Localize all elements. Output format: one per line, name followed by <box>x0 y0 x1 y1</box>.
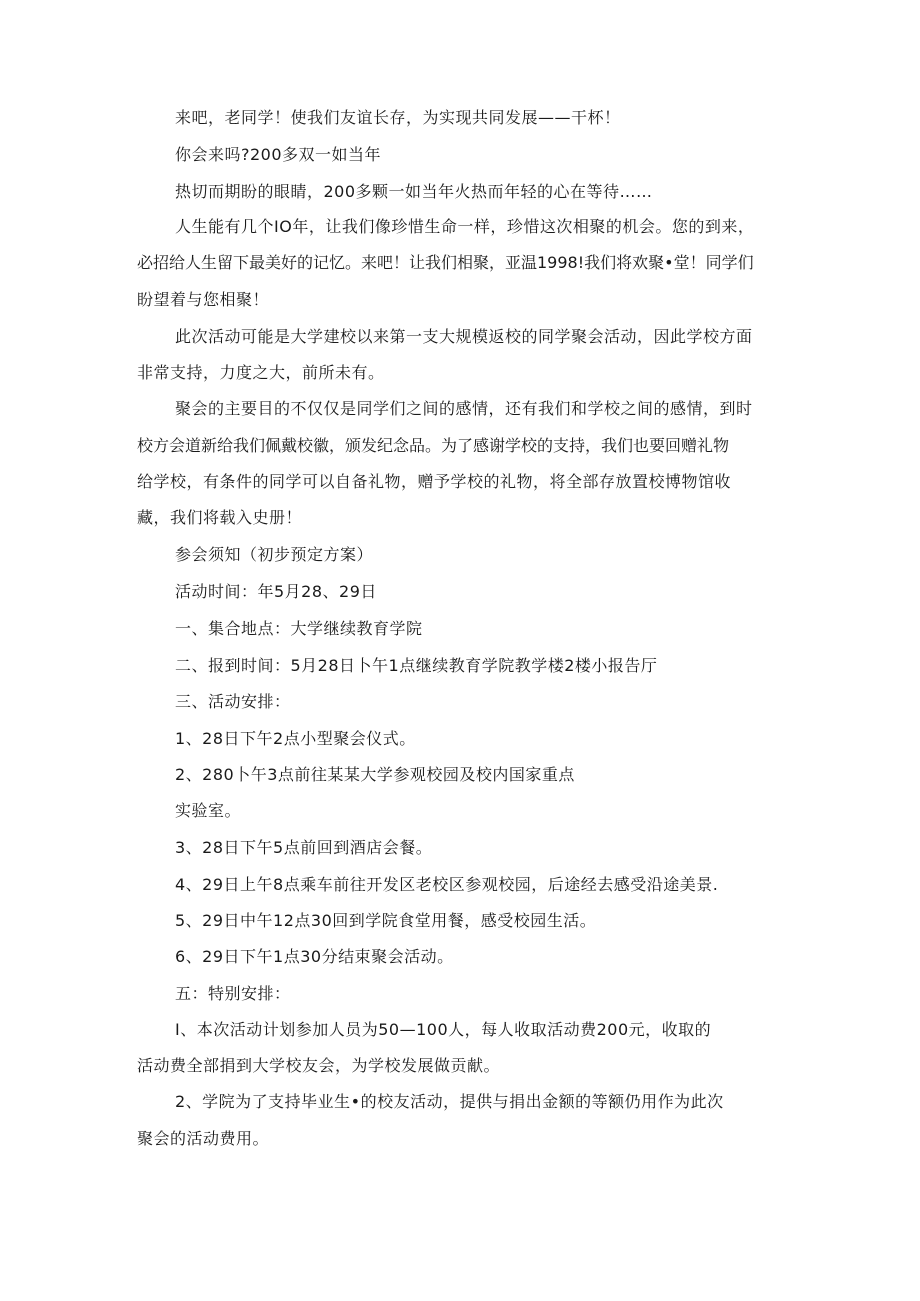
text-line-13: 参会须知（初步预定方案） <box>175 545 374 564</box>
text-line-5: 必招给人生留下最美好的记忆。来吧！让我们相聚，亚温1998!我们将欢聚•堂！同学们 <box>137 253 754 272</box>
text-line-9: 聚会的主要目的不仅仅是同学们之间的感情，还有我们和学校之间的感情，到时 <box>175 399 753 418</box>
text-line-16: 二、报到时间：5月28日卜午1点继续教育学院教学楼2楼小报告厅 <box>175 656 658 675</box>
text-line-28: 2、学院为了支持毕业生•的校友活动，提供与捐出金额的等额仍用作为此次 <box>175 1092 724 1111</box>
text-line-2: 你会来吗?200多双一如当年 <box>175 145 382 164</box>
text-line-27: 活动费全部捐到大学校友会，为学校发展做贡献。 <box>137 1056 501 1075</box>
text-line-11: 给学校，有条件的同学可以自备礼物，赠予学校的礼物，将全部存放置校博物馆收 <box>137 472 732 491</box>
text-line-22: 4、29日上午8点乘车前往开发区老校区参观校园，后途经去感受沿途美景. <box>175 875 719 894</box>
text-line-7: 此次活动可能是大学建校以来第一支大规模返校的同学聚会活动，因此学校方面 <box>175 327 753 346</box>
text-line-25: 五：特别安排： <box>175 984 291 1003</box>
text-line-4: 人生能有几个IO年，让我们像珍惜生命一样，珍惜这次相聚的机会。您的到来， <box>175 217 755 236</box>
text-line-8: 非常支持，力度之大，前所未有。 <box>137 363 385 382</box>
text-line-17: 三、活动安排： <box>175 692 291 711</box>
text-line-26: I、本次活动计划参加人员为50—100人，每人收取活动费200元，收取的 <box>175 1020 712 1039</box>
text-line-14: 活动时间：年5月28、29日 <box>175 582 377 601</box>
text-line-3: 热切而期盼的眼睛，200多颗一如当年火热而年轻的心在等待…… <box>175 182 653 201</box>
text-line-20: 实验室。 <box>175 801 242 820</box>
text-line-18: 1、28日下午2点小型聚会仪式。 <box>175 729 416 748</box>
text-line-1: 来吧，老同学！使我们友谊长存，为实现共同发展——干杯！ <box>175 108 621 127</box>
text-line-23: 5、29日中午12点30回到学院食堂用餐，感受校园生活。 <box>175 911 597 930</box>
text-line-19: 2、280卜午3点前往某某大学参观校园及校内国家重点 <box>175 765 575 784</box>
text-line-6: 盼望着与您相聚！ <box>137 290 270 309</box>
text-line-24: 6、29日下午1点30分结束聚会活动。 <box>175 947 454 966</box>
text-line-29: 聚会的活动费用。 <box>137 1129 270 1148</box>
text-line-15: 一、集合地点：大学继续教育学院 <box>175 619 423 638</box>
text-line-12: 藏，我们将载入史册！ <box>137 508 303 527</box>
text-line-21: 3、28日下午5点前回到酒店会餐。 <box>175 838 433 857</box>
text-line-10: 校方会道新给我们佩戴校徽，颁发纪念品。为了感谢学校的支持，我们也要回赠礼物 <box>137 436 730 455</box>
